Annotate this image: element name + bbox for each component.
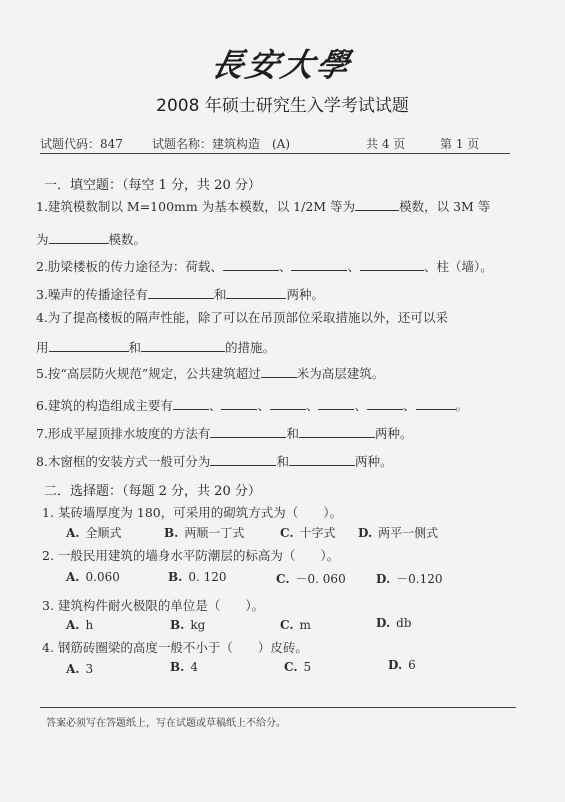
choice-question-3: 3. 建筑构件耐火极限的单位是（ ）。 [42, 598, 265, 613]
blank [355, 199, 399, 211]
blank [49, 340, 129, 352]
blank [299, 426, 375, 438]
choice-option-b: B. 两顺一丁式 [164, 526, 245, 540]
total-pages: 共 4 页 [366, 137, 406, 151]
choice-option-c: C. －0. 060 [276, 572, 346, 586]
exam-subject: 试题名称：建筑构造 (A) [152, 137, 291, 151]
choice-option-c: C. 十字式 [280, 526, 336, 540]
university-logo: 長安大學 [207, 46, 356, 84]
choice-option-d: D. 两平一侧式 [358, 526, 439, 540]
section2-title: 二．选择题：（每题 2 分，共 20 分） [44, 484, 261, 499]
footer-note: 答案必须写在答题纸上，写在试题或草稿纸上不给分。 [46, 718, 286, 729]
choice-option-a: A. 0.060 [66, 570, 120, 584]
footer-rule [40, 707, 516, 708]
blank [173, 398, 209, 410]
choice-question-4: 4. 钢筋砖圈梁的高度一般不小于（ ）皮砖。 [42, 640, 308, 655]
blank [148, 287, 214, 299]
blank [270, 398, 306, 410]
choice-question-1: 1. 某砖墙厚度为 180，可采用的砌筑方式为（ ）。 [42, 505, 342, 520]
choice-option-a: A. h [66, 618, 94, 632]
header-rule [40, 153, 510, 154]
choice-option-c: C. 5 [284, 660, 312, 674]
blank [210, 454, 276, 466]
section1-title: 一．填空题：（每空 1 分，共 20 分） [44, 178, 261, 193]
blank [210, 426, 286, 438]
blank [226, 287, 286, 299]
fill-question-4-cont: 用 和 的措施。 [36, 340, 276, 355]
choice-option-d: D. 6 [388, 658, 416, 672]
choice-option-b: B. 0. 120 [168, 570, 227, 584]
blank [291, 259, 347, 271]
choice-option-c: C. m [280, 618, 311, 632]
choice-question-2: 2. 一般民用建筑的墙身水平防潮层的标高为（ ）。 [42, 548, 340, 563]
fill-question-8: 8.木窗框的安装方式一般可分为 和 两种。 [36, 454, 393, 469]
fill-question-1-cont: 为 模数。 [36, 232, 147, 247]
blank [360, 259, 424, 271]
choice-option-d: D. db [376, 616, 412, 630]
fill-question-6: 6.建筑的构造组成主要有 、 、 、 、 、 。 [36, 398, 469, 413]
fill-question-3: 3.噪声的传播途径有 和 两种。 [36, 287, 324, 302]
choice-option-b: B. 4 [170, 660, 198, 674]
choice-option-a: A. 全顺式 [66, 526, 122, 540]
choice-option-a: A. 3 [66, 662, 94, 676]
blank [49, 232, 109, 244]
blank [367, 398, 403, 410]
fill-question-1: 1.建筑模数制以 M=100mm 为基本模数，以 1/2M 等为 模数，以 3M 等 [36, 199, 491, 214]
blank [289, 454, 355, 466]
page-number: 第 1 页 [440, 137, 480, 151]
fill-question-2: 2.肋梁楼板的传力途径为：荷载、 、 、 、柱（墙）。 [36, 259, 493, 274]
exam-code: 试题代码：847 [40, 137, 123, 151]
fill-question-4: 4.为了提高楼板的隔声性能，除了可以在吊顶部位采取措施以外，还可以采 [36, 310, 448, 325]
exam-title: 2008 年硕士研究生入学考试试题 [156, 96, 409, 116]
blank [141, 340, 225, 352]
blank [223, 259, 279, 271]
blank [261, 366, 297, 378]
choice-option-b: B. kg [170, 618, 206, 632]
fill-question-5: 5.按“高层防火规范”规定，公共建筑超过 米为高层建筑。 [36, 366, 385, 381]
choice-option-d: D. －0.120 [376, 572, 443, 586]
blank [318, 398, 354, 410]
blank [221, 398, 257, 410]
blank [416, 398, 456, 410]
fill-question-7: 7.形成平屋顶排水坡度的方法有 和 两种。 [36, 426, 413, 441]
